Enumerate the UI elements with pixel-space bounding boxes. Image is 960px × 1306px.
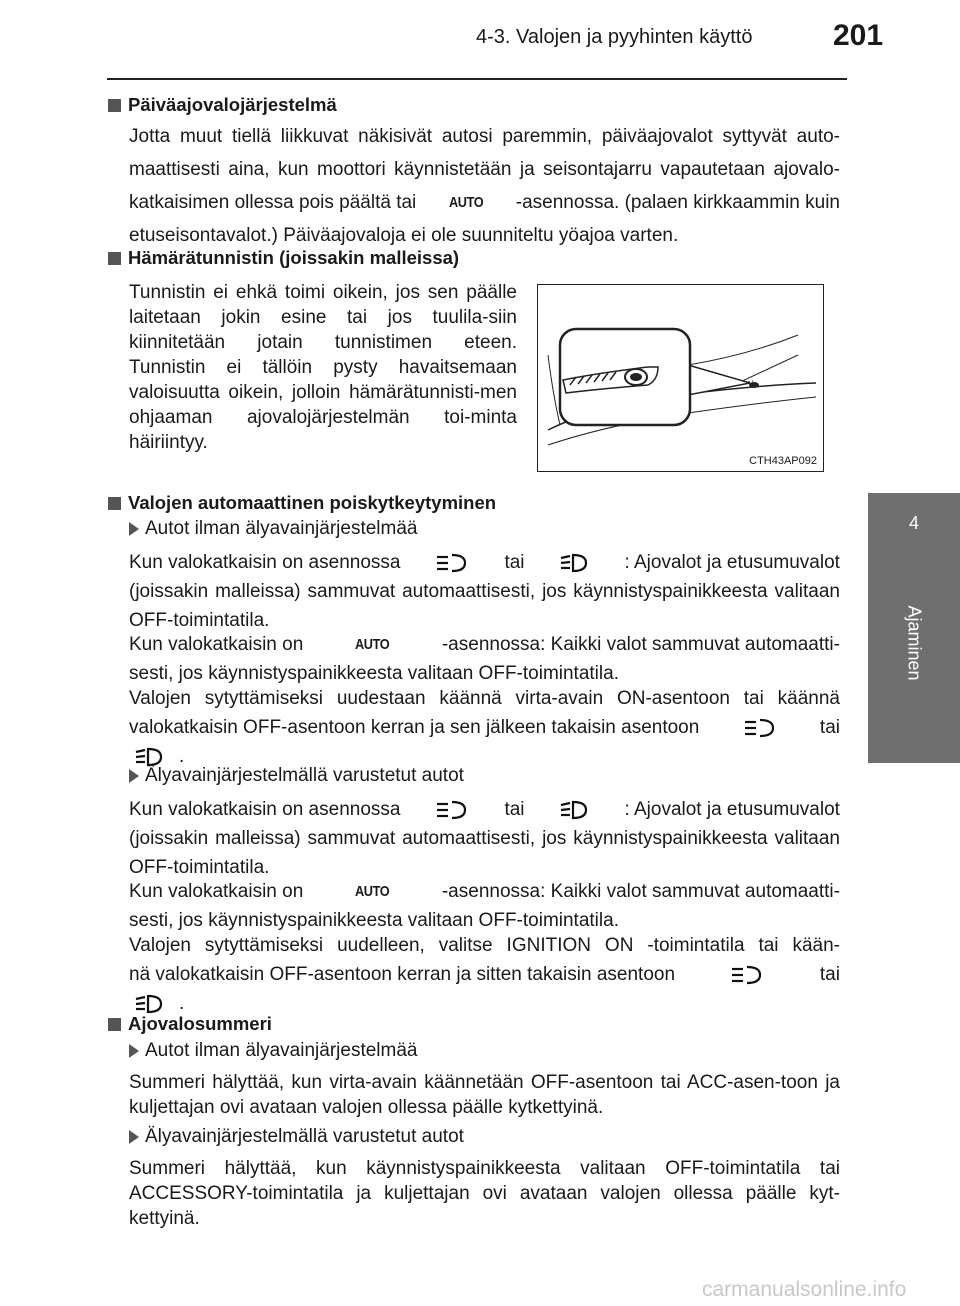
header-rule [107,78,847,80]
running-header: 4-3. Valojen ja pyyhinten käyttö [476,26,753,48]
auto-off-paragraph-4: Kun valokatkaisin on asennossa tai : Ajovalot ja etusumuvalot (joissakin malleissa) sammuvat automaattisesti, jos käynnistyspainikkeesta valitaan OFF-toimintatila. [129,799,840,878]
dashboard-sensor-drawing [538,285,823,471]
headlight-icon [560,799,590,821]
auto-icon: AUTO [448,194,484,211]
section-heading-buzzer: Ajovalosummeri [108,1013,272,1035]
watermark: carmanualsonline.info [702,1278,907,1301]
auto-off-paragraph-3: Valojen sytyttämiseksi uudestaan käännä virta-avain ON-asentoon tai käännä valokatkaisin OFF-asentoon kerran ja sen jälkeen takaisin asentoon tai . [129,688,840,767]
low-beam-headlight-icon [743,717,777,739]
sensor-illustration [537,284,824,472]
auto-icon: AUTO [355,636,390,653]
sensor-paragraph: Tunnistin ei ehkä toimi oikein, jos sen päälle laitetaan jokin esine tai jos tuulila-siin kiinnitetään jotain tunnistimen eteen. Tunnistin ei tällöin pysty havaitsemaan valoisuutta oikein, jolloin hämärätunnisti-men ohjaaman ajovalojärjestelmän toi-minta häiriintyy. [129,282,517,453]
auto-off-paragraph-5: Kun valokatkaisin on AUTO -asennossa: Kaikki valot sammuvat automaatti- sesti, jos käynnistyspainikkeesta valitaan OFF-toimintatila. [129,877,840,935]
headlight-icon [135,993,165,1015]
square-bullet-icon [108,99,121,112]
headlight-icon [560,552,590,574]
buzzer-paragraph-1: Summeri hälyttää, kun virta-avain käännetään OFF-asentoon tai ACC-asen-toon ja kuljettajan ovi avataan valojen ollessa päälle kytkettyinä. [129,1072,840,1118]
square-bullet-icon [108,252,121,265]
triangle-bullet-icon [129,1044,139,1058]
low-beam-headlight-icon [435,799,469,821]
figure-caption: CTH43AP092 [749,455,817,467]
low-beam-headlight-icon [730,964,764,986]
subheading-no-smart-key: Autot ilman älyavainjärjestelmää [129,518,417,540]
square-bullet-icon [108,497,121,510]
chapter-tab[interactable] [868,493,960,763]
triangle-bullet-icon [129,1130,139,1144]
low-beam-headlight-icon [435,552,469,574]
auto-off-paragraph-1: Kun valokatkaisin on asennossa tai : Ajovalot ja etusumuvalot (joissakin malleissa) sammuvat automaattisesti, jos käynnistyspainikkeesta valitaan OFF-toimintatila. [129,552,840,631]
section-heading-auto-off: Valojen automaattinen poiskytkeytyminen [108,492,496,514]
section-heading-sensor: Hämärätunnistin (joissakin malleissa) [108,247,459,269]
subheading-smart-key: Älyavainjärjestelmällä varustetut autot [129,765,464,787]
auto-off-paragraph-2: Kun valokatkaisin on AUTO -asennossa: Kaikki valot sammuvat automaatti- sesti, jos käynnistyspainikkeesta valitaan OFF-toimintatila. [129,630,840,688]
page-number: 201 [833,19,884,52]
drl-paragraph: Jotta muut tiellä liikkuvat näkisivät autosi paremmin, päiväajovalot syttyvät auto- maattisesti aina, kun moottori käynnistetään ja seisontajarru vapautetaan ajovalo- katkaisimen ollessa pois päältä tai AUTO -asennossa. (palaen kirkkaammin kuin etuseisontavalot.) Päiväajovaloja ei ole suunniteltu yöajoa varten. [129,126,840,246]
square-bullet-icon [108,1018,121,1031]
triangle-bullet-icon [129,769,139,783]
auto-icon: AUTO [355,883,390,900]
chapter-number: 4 [908,513,919,533]
buzzer-paragraph-2: Summeri hälyttää, kun käynnistyspainikkeesta valitaan OFF-toimintatila tai ACCESSORY-toimintatila ja kuljettajan ovi avataan valojen ollessa päälle kyt-kettyinä. [129,1158,840,1229]
triangle-bullet-icon [129,522,139,536]
buzzer-subheading-smart-key: Älyavainjärjestelmällä varustetut autot [129,1126,464,1148]
auto-off-paragraph-6: Valojen sytyttämiseksi uudelleen, valitse IGNITION ON -toimintatila tai kään- nä valokatkaisin OFF-asentoon kerran ja sitten takaisin asentoon tai . [129,935,840,1014]
chapter-label: Ajaminen [904,605,925,681]
section-heading-drl: Päiväajovalojärjestelmä [108,94,337,116]
buzzer-subheading-no-smart-key: Autot ilman älyavainjärjestelmää [129,1040,417,1062]
